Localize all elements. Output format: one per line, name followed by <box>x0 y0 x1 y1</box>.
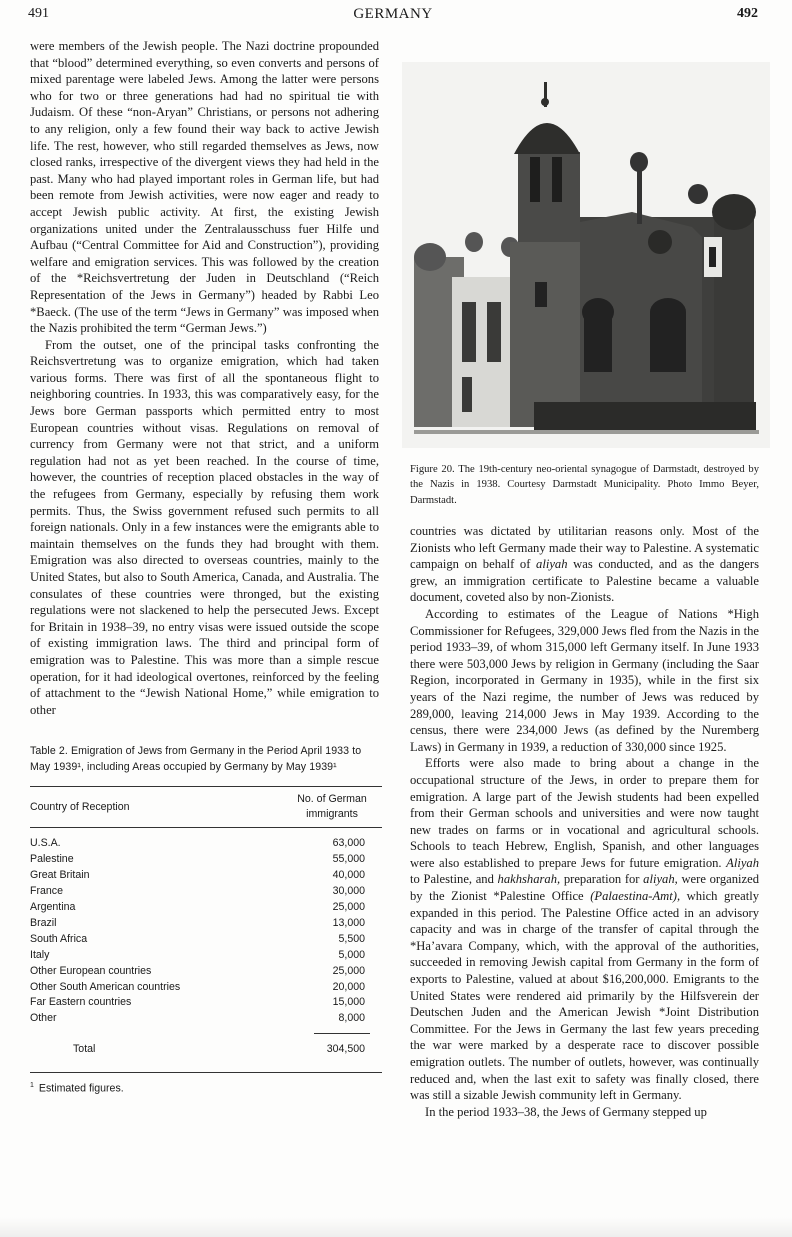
text-run: preparation for <box>560 872 644 887</box>
table-row <box>30 852 382 868</box>
number-cell: 20,000 <box>332 980 365 993</box>
figure-caption: Figure 20. The 19th-century neo-oriental synagogue of Darmstadt, destroyed by the Nazis in 1938. Courtesy Darmstadt Municipality. Photo Immo Beyer, Darmstadt. <box>410 464 759 506</box>
total-row <box>30 1042 382 1058</box>
text-run: was conducted, and as the dangers grew, an immigration certificate to Palestine became a valuable document, coveted also by non-Zionists. <box>410 557 759 605</box>
footnote-text: Estimated figures. <box>38 1082 124 1095</box>
synagogue-photo <box>402 62 770 448</box>
country-cell: Brazil <box>30 916 57 929</box>
country-cell: Other South American countries <box>30 980 181 993</box>
number-cell: 25,000 <box>332 964 365 977</box>
page-number-right: 492 <box>737 6 758 21</box>
table-row <box>30 916 382 932</box>
country-cell: Argentina <box>30 900 76 913</box>
running-header <box>28 6 758 26</box>
country-cell: Italy <box>30 948 50 961</box>
emigration-table <box>30 836 382 1058</box>
number-cell: 55,000 <box>332 853 365 866</box>
synagogue-illustration-icon <box>402 62 770 448</box>
footnote-mark: 1 <box>30 1082 34 1090</box>
country-cell: Other European countries <box>30 964 152 977</box>
text-run: were organized by the Zionist *Palestine Office <box>410 872 759 904</box>
country-cell: U.S.A. <box>30 837 61 850</box>
text-run: countries was dictated by utilitarian reasons only. Most of the Zionists who left Germany made their way to Palestine. A systematic campaign on behalf of <box>410 524 759 572</box>
country-cell: Other <box>30 1012 57 1025</box>
body-paragraph: were members of the Jewish people. The Nazi doctrine propounded that “blood” determined everything, so even converts and persons of mixed parentage were labeled Jews. Among the latter were persons who for two or three generations had had no spiritual tie with Judaism. Of these “non-Aryan” Christians, or persons not adhering to any religion, only a few found their way back to active Jewish life. The rest, however, who still regarded themselves as Jews, now closed ranks, irrespective of the divergent views they had held in the past. Many who had played important roles in German life, but had been remote from Jewish activities, were now eager and ready to accept Jewish public activity. At first, the existing Jewish organizations united under the Zentralausschuss fuer Hilfe und Aufbau (“Central Committee for Aid and Construction”), providing welfare and emigration services. This was followed by the creation of the *Reichsvertretung der Juden in Deutschland (“Reich Representation of the Jews in Germany”) headed by Rabbi Leo *Baeck. (The use of the term “Jews in Germany” was imposed when the Nazis prohibited the term “German Jews.”) <box>30 39 379 336</box>
country-cell: South Africa <box>30 932 88 945</box>
body-paragraph <box>410 523 759 606</box>
italic-term: aliyah <box>536 557 568 572</box>
emigration-table-block <box>30 744 379 1094</box>
italic-term: hakhsharah, <box>497 872 561 887</box>
table-row <box>30 964 382 980</box>
number-cell: 5,500 <box>338 932 365 945</box>
page-title: GERMANY <box>353 6 433 22</box>
number-cell: 30,000 <box>332 885 365 898</box>
right-column <box>410 523 759 1120</box>
table-row <box>30 836 382 852</box>
table-row <box>30 868 382 884</box>
body-paragraph: From the outset, one of the principal tasks confronting the Reichsvertretung was to organize emigration, which had taken various forms. There was first of all the spontaneous flight to neighboring countries. In 1933, this was comparatively easy, for the Jews bore German passports which permitted entry to most European countries without visas. Regulations on removal of currency from Germany were not that strict, and a uniform regulation had not as yet been reached. In the course of time, however, the countries of reception placed obstacles in the way of the refugees from Germany, especially by refusing them work permits. Thus, the Swiss government refused such permits to all foreign nationals. Only in a few instances were the emigrants able to maintain themselves on the funds they had brought with them. Emigration was also directed to overseas countries, mainly to the United States, but also to South America, Canada, and Australia. The consulates of these countries were thronged, but the existing regulations were not slackened to help the persecuted Jews. Except for Britain in 1938–39, no entry visas were issued outside the scope of existing immigration laws. The third and principal form of emigration was to Palestine. This was more than a simple rescue operation, for it had ideological overtones, reinforced by the feeling of attachment to the “Jewish National Home,” while emigration to other <box>30 337 379 717</box>
number-cell: 63,000 <box>332 837 365 850</box>
text-run: to Palestine, and <box>410 872 498 887</box>
table-row <box>30 948 382 964</box>
italic-term: aliyah, <box>643 872 678 887</box>
table-row <box>30 884 382 900</box>
table-row <box>30 932 382 948</box>
italic-term: Aliyah <box>726 855 759 870</box>
country-cell: France <box>30 885 63 898</box>
total-label: Total <box>73 1043 96 1056</box>
table-header-rule <box>30 827 382 828</box>
number-cell: 8,000 <box>338 1012 365 1025</box>
total-value: 304,500 <box>326 1043 365 1056</box>
body-paragraph: According to estimates of the League of Nations *High Commissioner for Refugees, 329,000 Jews fled from the Nazis in the period 1933–39, of whom 315,000 left Germany itself. In June 1933 there were 503,000 Jews by religion in Germany (including the Saar Region, incorporated in Germany in 1935), while in the first six years of the Nazi regime, the number of Jews was reduced by 289,000, leaving 214,000 Jews in May 1939. According to the census, there were 234,000 Jews (as defined by the Nuremberg Laws) in Germany in 1939, a reduction of 330,000 since 1925. <box>410 606 759 754</box>
table-row <box>30 995 382 1011</box>
column-header-number: No. of German immigrants <box>297 792 367 821</box>
body-paragraph <box>410 755 759 1103</box>
table-row <box>30 980 382 996</box>
table-header <box>30 787 382 827</box>
number-cell: 5,000 <box>338 948 365 961</box>
country-cell: Palestine <box>30 853 74 866</box>
table-footnote <box>30 1082 379 1095</box>
text-run: Efforts were also made to bring about a change in the occupational structure of the Jews, in order to prepare them for emigration. A large part of the Jewish students had been expelled from their German schools and universities and were now taught new trades on farms or in vocational and agricultural schools. Schools to teach Hebrew, English, Spanish, and other languages were also established to prepare Jews for future emigration. <box>410 756 759 870</box>
italic-term: (Palaestina-Amt), <box>590 889 681 904</box>
left-column <box>30 38 379 1095</box>
table-bottom-rule <box>30 1072 382 1073</box>
subtotal-rule-row <box>30 1027 382 1042</box>
body-paragraph: In the period 1933–38, the Jews of Germany stepped up <box>425 1104 707 1119</box>
table-caption: Table 2. Emigration of Jews from Germany in the Period April 1933 to May 1939¹, including Areas occupied by Germany by May 1939¹ <box>30 745 362 773</box>
number-cell: 25,000 <box>332 900 365 913</box>
page-number-left: 491 <box>28 6 49 21</box>
number-cell: 15,000 <box>332 996 365 1009</box>
table-row <box>30 900 382 916</box>
text-run: which greatly expanded in this period. The Palestine Office acted in an advisory capacity and was in charge of the transfer of capital through the *Ha’avara Company, which, with the approval of the authorities, succeeded in removing Jewish capital from Germany in the form of exports to Palestine, valued at about $16,200,000. Emigrants to the United States were rendered aid primarily by the Hilfsverein der Deutschen Juden and the American Jewish *Joint Distribution Committee. For the Jews in Germany the last few years preceding the war were marked by a desperate race to discover possible emigration outlets. The number of outlets, however, was continually reduced and, when the last exit to safety was finally closed, there was still a sizable Jewish community left in Germany. <box>410 889 759 1103</box>
subtotal-rule <box>314 1033 370 1034</box>
country-cell: Far Eastern countries <box>30 996 132 1009</box>
table-row <box>30 1011 382 1027</box>
number-cell: 13,000 <box>332 916 365 929</box>
number-cell: 40,000 <box>332 869 365 882</box>
country-cell: Great Britain <box>30 869 90 882</box>
column-header-country: Country of Reception <box>30 800 130 813</box>
scan-edge-shadow <box>0 1217 792 1237</box>
